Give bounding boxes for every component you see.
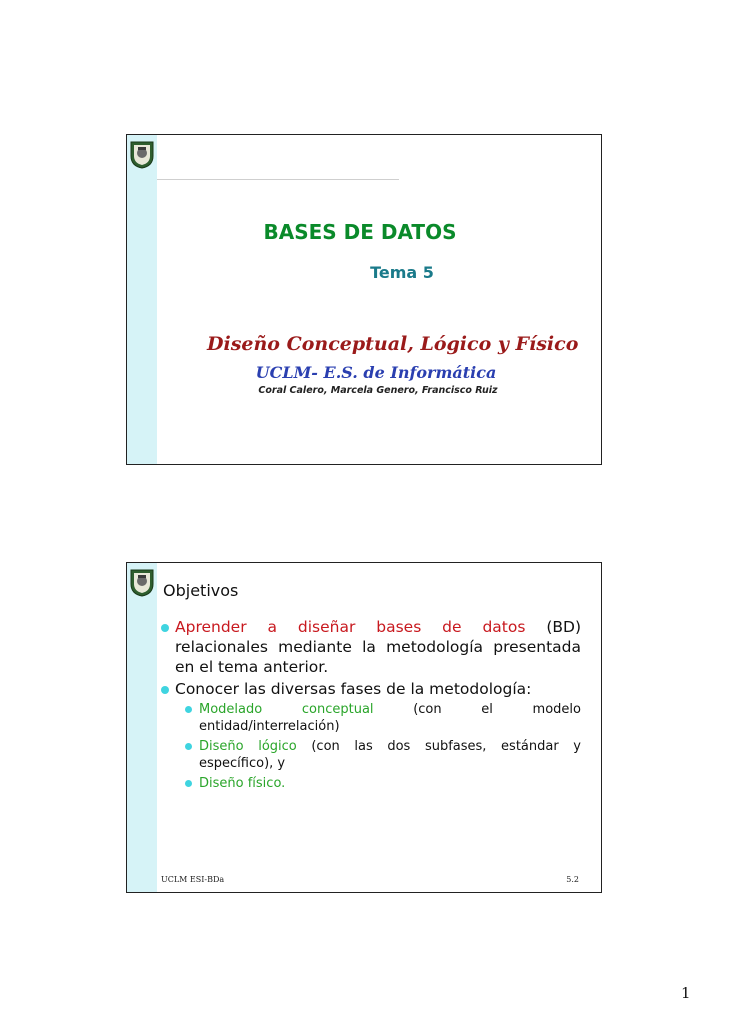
list-item <box>161 679 581 792</box>
sub-list-item <box>175 738 581 772</box>
sub-list-item <box>175 775 581 792</box>
page-number: 1 <box>681 984 691 1002</box>
slide-side-strip <box>127 135 157 464</box>
highlight-text: Diseño lógico <box>199 739 297 754</box>
list-item <box>161 617 581 677</box>
item-text: (con las dos subfases, estándar y específico), y <box>199 739 581 771</box>
slide-heading: Objetivos <box>163 581 239 600</box>
item-text: (BD) relacionales mediante la metodología presentada en el tema anterior. <box>175 618 581 676</box>
slide-footer-source: UCLM ESI-BDa <box>161 875 225 884</box>
item-text: (con el modelo entidad/interrelación) <box>199 702 581 734</box>
topic-title: Diseño Conceptual, Lógico y Físico <box>207 333 579 355</box>
institution: UCLM- E.S. de Informática <box>255 363 497 382</box>
slide-footer-number: 5.2 <box>566 875 579 884</box>
slide-side-strip <box>127 563 157 892</box>
university-seal-icon <box>129 139 155 169</box>
item-text: Conocer las diversas fases de la metodología: <box>175 680 532 698</box>
highlight-text: Diseño físico. <box>199 776 286 791</box>
title-slide <box>126 134 602 465</box>
highlight-text: Aprender a diseñar bases de datos <box>175 618 526 636</box>
phases-list <box>175 701 581 792</box>
sub-list-item <box>175 701 581 735</box>
highlight-text: Modelado conceptual <box>199 702 374 717</box>
authors: Coral Calero, Marcela Genero, Francisco Ruiz <box>258 385 498 396</box>
course-title: BASES DE DATOS <box>263 220 457 244</box>
topic-number: Tema 5 <box>370 263 434 282</box>
header-rule <box>157 179 399 180</box>
university-seal-icon <box>129 567 155 597</box>
objectives-slide <box>126 562 602 893</box>
objectives-list <box>161 617 581 795</box>
